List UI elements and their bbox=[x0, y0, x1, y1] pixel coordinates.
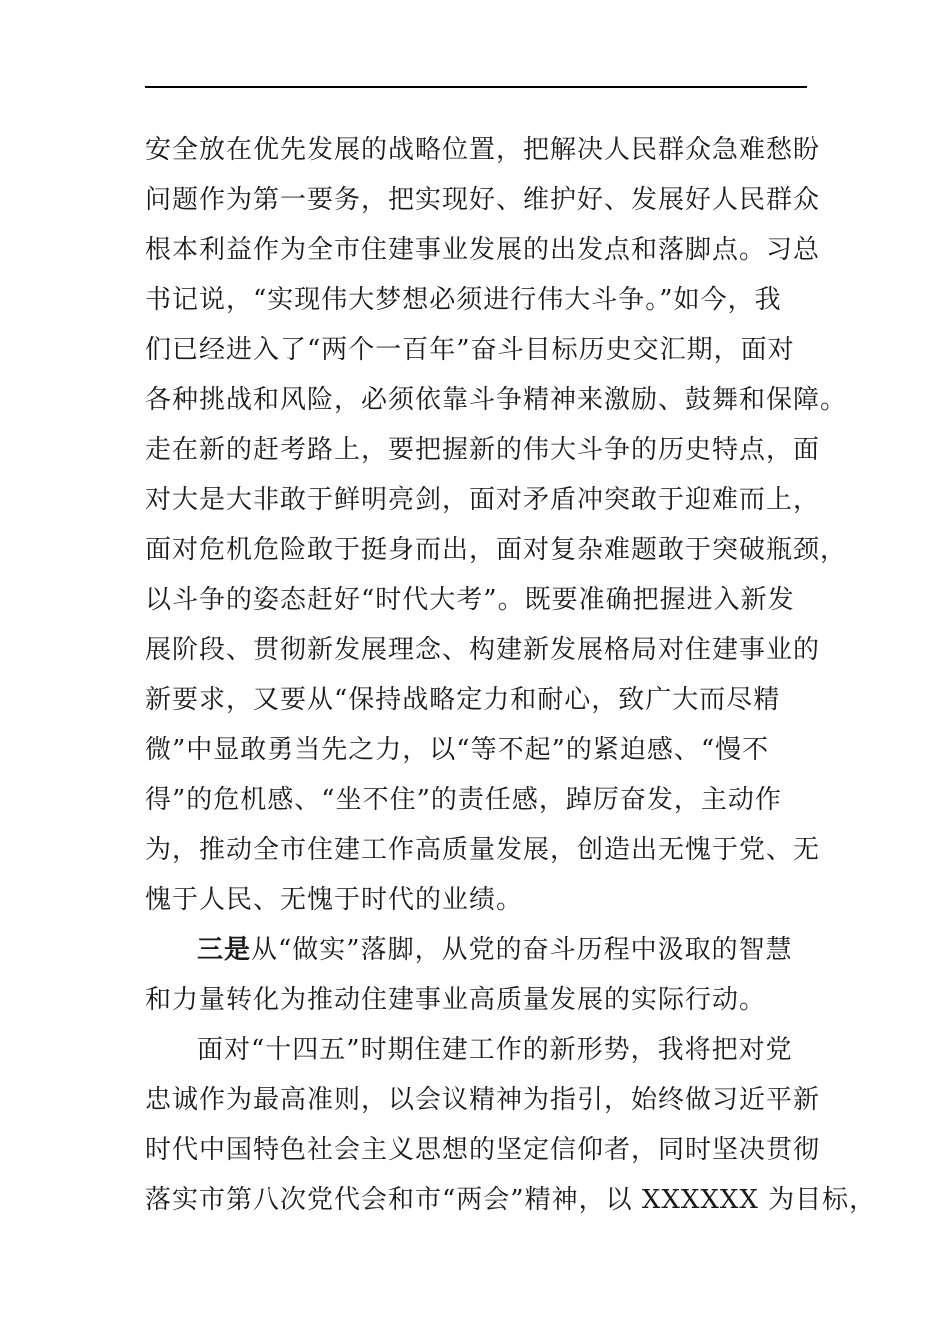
text-line: 从“做实”落脚，从党的奋斗历程中汲取的智慧 bbox=[251, 935, 793, 965]
text-line: 时代中国特色社会主义思想的坚定信仰者，同时坚决贯彻 bbox=[145, 1135, 821, 1165]
body-text bbox=[145, 130, 877, 1230]
text-line: 书记说，“实现伟大梦想必须进行伟大斗争。”如今，我 bbox=[145, 285, 782, 315]
paragraph-heading-line bbox=[145, 930, 795, 980]
text-line: 为，推动全市住建工作高质量发展，创造出无愧于党、无 bbox=[145, 835, 821, 865]
text-line: 忠诚作为最高准则，以会议精神为指引，始终做习近平新 bbox=[145, 1085, 821, 1115]
point-marker: 三是 bbox=[197, 935, 252, 965]
text-line: 面对“十四五”时期住建工作的新形势，我将把对党 bbox=[197, 1035, 793, 1065]
header-rule bbox=[145, 86, 807, 88]
text-line: 安全放在优先发展的战略位置，把解决人民群众急难愁盼 bbox=[145, 135, 821, 165]
text-line: 问题作为第一要务，把实现好、维护好、发展好人民群众 bbox=[145, 185, 821, 215]
text-line: 面对危机危险敢于挺身而出，面对复杂难题敢于突破瓶颈， bbox=[145, 535, 848, 565]
text-line: 走在新的赶考路上，要把握新的伟大斗争的历史特点，面 bbox=[145, 435, 821, 465]
text-line: 各种挑战和风险，必须依靠斗争精神来激励、鼓舞和保障。 bbox=[145, 385, 848, 415]
text-line: 对大是大非敢于鲜明亮剑，面对矛盾冲突敢于迎难而上， bbox=[145, 485, 821, 515]
text-line: 展阶段、贯彻新发展理念、构建新发展格局对住建事业的 bbox=[145, 635, 821, 665]
text-line: 新要求，又要从“保持战略定力和耐心，致广大而尽精 bbox=[145, 685, 781, 715]
text-line: 得”的危机感、“坐不住”的责任感，踔厉奋发，主动作 bbox=[145, 785, 782, 815]
text-line: 微”中显敢勇当先之力，以“等不起”的紧迫感、“慢不 bbox=[145, 735, 770, 765]
text-line: 和力量转化为推动住建事业高质量发展的实际行动。 bbox=[145, 985, 767, 1015]
text-line: 们已经进入了“两个一百年”奋斗目标历史交汇期，面对 bbox=[145, 335, 795, 365]
text-line: 落实市第八次党代会和市“两会”精神，以 XXXXXX 为目标， bbox=[145, 1185, 877, 1215]
text-line: 愧于人民、无愧于时代的业绩。 bbox=[145, 885, 524, 915]
text-line: 以斗争的姿态赶好“时代大考”。既要准确把握进入新发 bbox=[145, 585, 795, 615]
text-line: 根本利益作为全市住建事业发展的出发点和落脚点。习总 bbox=[145, 235, 821, 265]
